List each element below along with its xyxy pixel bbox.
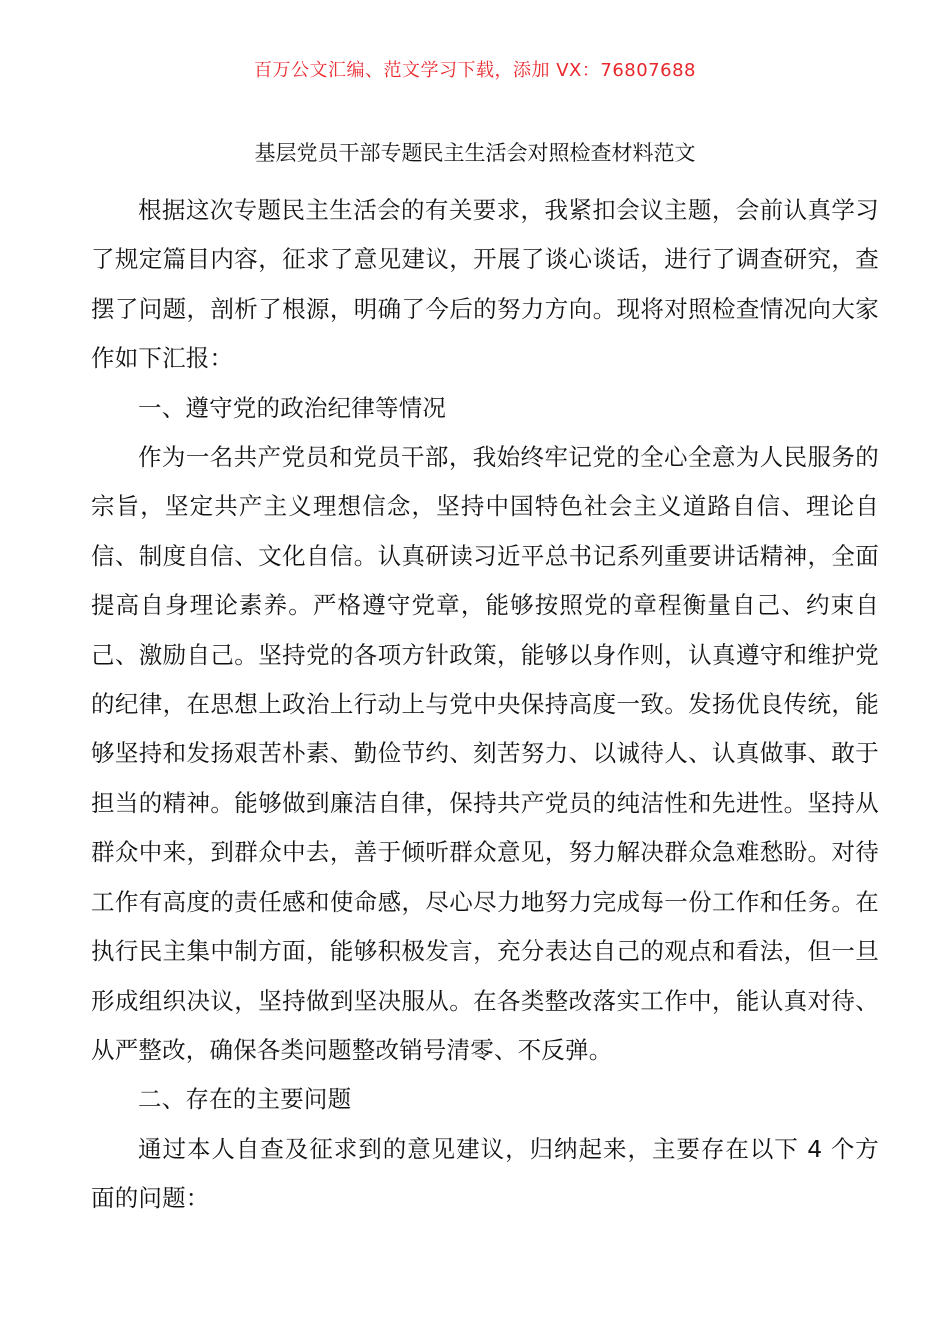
section-2-paragraph: 通过本人自查及征求到的意见建议，归纳起来，主要存在以下 4 个方面的问题： xyxy=(91,1134,879,1213)
section-heading-2: 二、存在的主要问题 xyxy=(138,1085,352,1114)
intro-paragraph: 根据这次专题民主生活会的有关要求，我紧扣会议主题，会前认真学习了规定篇目内容，征求了意见建议，开展了谈心谈话，进行了调查研究，查摆了问题，剖析了根源，明确了今后的努力方向。现将对照检查情况向大家作如下汇报： xyxy=(91,196,879,373)
section-heading-1: 一、遵守党的政治纪律等情况 xyxy=(138,393,447,422)
watermark-header: 百万公文汇编、范文学习下载，添加 VX：76807688 xyxy=(254,60,696,81)
section-1-paragraph: 作为一名共产党员和党员干部，我始终牢记党的全心全意为人民服务的宗旨，坚定共产主义理想信念，坚持中国特色社会主义道路自信、理论自信、制度自信、文化自信。认真研读习近平总书记系列重要讲话精神，全面提高自身理论素养。严格遵守党章，能够按照党的章程衡量自己、约束自己、激励自己。坚持党的各项方针政策，能够以身作则，认真遵守和维护党的纪律，在思想上政治上行动上与党中央保持高度一致。发扬优良传统，能够坚持和发扬艰苦朴素、勤俭节约、刻苦努力、以诚待人、认真做事、敢于担当的精神。能够做到廉洁自律，保持共产党员的纯洁性和先进性。坚持从群众中来，到群众中去，善于倾听群众意见，努力解决群众急难愁盼。对待工作有高度的责任感和使命感，尽心尽力地努力完成每一份工作和任务。在执行民主集中制方面，能够积极发言，充分表达自己的观点和看法，但一旦形成组织决议，坚持做到坚决服从。在各类整改落实工作中，能认真对待、从严整改，确保各类问题整改销号清零、不反弹。 xyxy=(91,443,879,1064)
document-body xyxy=(91,186,879,1224)
document-title: 基层党员干部专题民主生活会对照检查材料范文 xyxy=(254,141,696,165)
